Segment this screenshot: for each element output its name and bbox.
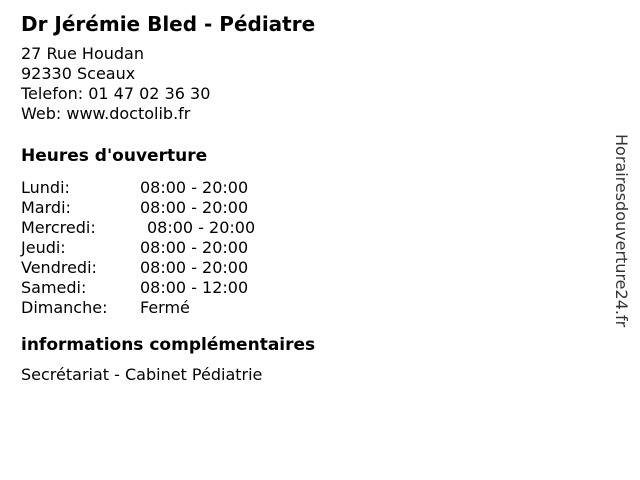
website-line: Web: www.doctolib.fr <box>21 104 191 123</box>
day-label: Vendredi: <box>21 258 97 277</box>
day-label: Mercredi: <box>21 218 96 237</box>
day-label: Mardi: <box>21 198 71 217</box>
hours-row-friday <box>21 258 315 278</box>
hours-value: 08:00 - 20:00 <box>140 258 249 277</box>
hours-row-wednesday <box>21 218 315 238</box>
hours-row-thursday <box>21 238 315 258</box>
day-label: Lundi: <box>21 178 70 197</box>
hours-row-sunday <box>21 298 315 318</box>
opening-hours-table <box>21 178 315 318</box>
hours-value: 08:00 - 20:00 <box>140 178 249 197</box>
hours-row-monday <box>21 178 315 198</box>
main-content <box>21 12 315 385</box>
day-label: Jeudi: <box>21 238 66 257</box>
site-watermark: Horairesdouverture24.fr <box>612 134 631 328</box>
address-street: 27 Rue Houdan <box>21 44 144 63</box>
hours-row-saturday <box>21 278 315 298</box>
address-city: 92330 Sceaux <box>21 64 136 83</box>
hours-value: 08:00 - 20:00 <box>140 198 249 217</box>
additional-info-heading: informations complémentaires <box>21 335 316 355</box>
hours-value: 08:00 - 12:00 <box>140 278 249 297</box>
hours-value: 08:00 - 20:00 <box>147 218 256 237</box>
opening-hours-heading: Heures d'ouverture <box>21 146 208 166</box>
additional-info-text: Secrétariat - Cabinet Pédiatrie <box>21 365 263 384</box>
hours-row-tuesday <box>21 198 315 218</box>
hours-value: 08:00 - 20:00 <box>140 238 249 257</box>
day-label: Dimanche: <box>21 298 108 317</box>
phone-line: Telefon: 01 47 02 36 30 <box>21 84 211 103</box>
page-title: Dr Jérémie Bled - Pédiatre <box>21 12 316 36</box>
hours-value-closed: Fermé <box>140 298 190 317</box>
contact-block <box>21 44 315 124</box>
day-label: Samedi: <box>21 278 87 297</box>
